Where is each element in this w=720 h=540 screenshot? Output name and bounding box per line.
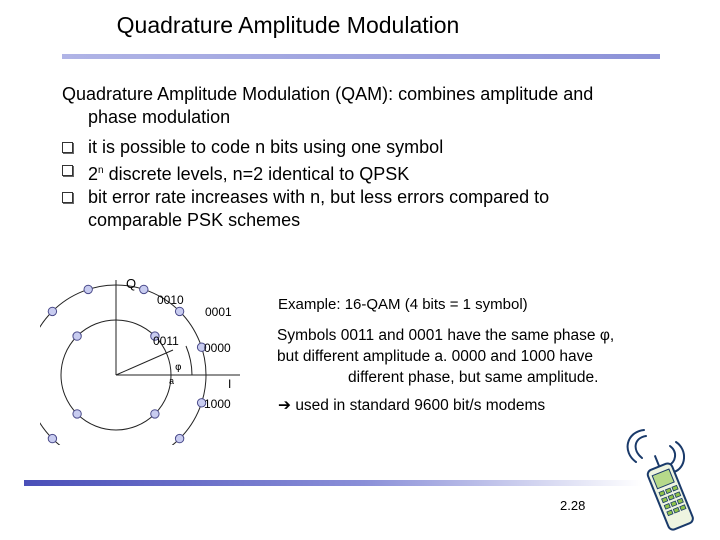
label-1000: 1000 xyxy=(204,397,231,411)
symbols-line-3: different phase, but same amplitude. xyxy=(348,369,599,386)
bullet-text-post: discrete levels, n=2 identical to QPSK xyxy=(103,164,410,184)
amplitude-label: a xyxy=(169,376,175,386)
amplitude-vector xyxy=(116,350,173,375)
bullet-text: it is possible to code n bits using one symbol xyxy=(88,137,444,157)
constellation-point xyxy=(175,434,183,442)
lead-line-2: phase modulation xyxy=(88,107,231,127)
phase-arc xyxy=(186,346,192,375)
example-text: Example: 16-QAM (4 bits = 1 symbol) xyxy=(278,296,528,313)
page-number: 2.28 xyxy=(560,498,586,513)
constellation-point xyxy=(84,285,92,293)
symbols-paragraph xyxy=(277,325,687,388)
constellation-point xyxy=(73,410,81,418)
lead-paragraph xyxy=(62,83,672,129)
constellation-point xyxy=(151,410,159,418)
square-bullet-icon xyxy=(62,192,73,203)
bullet-text: bit error rate increases with n, but less errors compared to xyxy=(88,187,550,207)
used-in-line xyxy=(278,396,545,415)
axis-q-label: Q xyxy=(126,276,137,291)
label-0001: 0001 xyxy=(205,305,232,319)
footer-divider xyxy=(24,480,642,486)
symbols-line-2: but different amplitude a. 0000 and 1000 have xyxy=(277,348,593,365)
bullet-item xyxy=(62,186,682,232)
constellation-point xyxy=(48,434,56,442)
bullet-list xyxy=(62,136,682,232)
bullet-superscript: n xyxy=(98,165,104,176)
square-bullet-icon xyxy=(62,142,73,153)
constellation-point xyxy=(175,307,183,315)
bullet-text-pre: 2 xyxy=(88,164,99,184)
used-in-text: used in standard 9600 bit/s modems xyxy=(295,397,546,414)
phi-label: φ xyxy=(175,362,182,373)
arrow-right-icon: ➔ xyxy=(278,396,291,414)
mobile-phone-icon xyxy=(612,428,712,536)
symbols-line-1: Symbols 0011 and 0001 have the same phase φ, xyxy=(277,327,615,344)
label-0000: 0000 xyxy=(204,341,231,355)
slide-title: Quadrature Amplitude Modulation xyxy=(116,12,460,38)
constellation-point xyxy=(73,332,81,340)
axis-i-label: I xyxy=(228,377,232,391)
label-0011: 0011 xyxy=(153,334,179,348)
bullet-item xyxy=(62,159,682,186)
bullet-item xyxy=(62,136,682,159)
qam-constellation-diagram xyxy=(40,270,270,445)
constellation-point xyxy=(48,307,56,315)
lead-line-1: Quadrature Amplitude Modulation (QAM): combines amplitude and xyxy=(62,84,594,104)
label-0010: 0010 xyxy=(157,293,184,307)
square-bullet-icon xyxy=(62,165,73,176)
constellation-point xyxy=(140,285,148,293)
bullet-text-cont: comparable PSK schemes xyxy=(88,210,301,230)
title-divider xyxy=(62,54,660,59)
